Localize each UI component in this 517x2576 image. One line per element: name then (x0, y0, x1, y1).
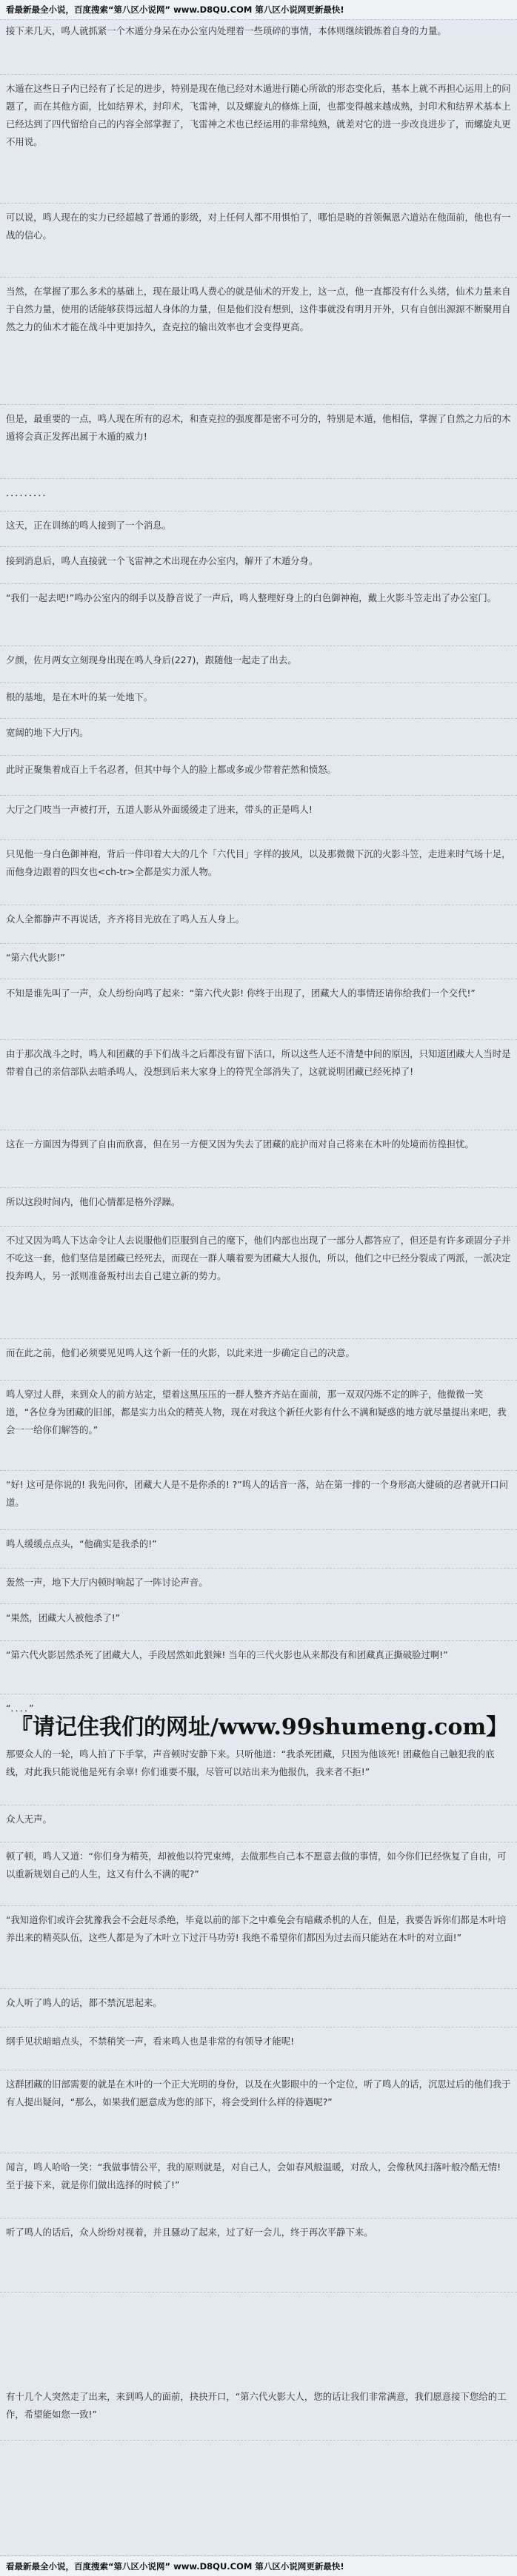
top-ad-banner[interactable]: 看最新最全小说，百度搜索“第八区小说网” www.D8QU.COM 第八区小说网更新最快! (0, 0, 517, 19)
paragraph: “我们一起去吧!”鸣办公室内的纲手以及静音说了一声后，鸣人整理好身上的白色御神袍，戴上火影斗笠走出了办公室门。 (6, 592, 497, 603)
divider (0, 1470, 517, 1471)
divider (0, 1338, 517, 1339)
paragraph: 此时正聚集着成百上千名忍者，但其中每个人的脸上都或多或少带着茫然和愤怒。 (6, 764, 337, 775)
divider (0, 1905, 517, 1906)
paragraph: 轰然一声，地下大厅内顿时响起了一阵讨论声音。 (6, 1577, 208, 1588)
paragraph: “果然，团藏大人被他杀了!” (6, 1612, 121, 1623)
bottom-ad-banner[interactable]: 看最新最全小说，百度搜索“第八区小说网” www.D8QU.COM 第八区小说网更新最快! (0, 2557, 517, 2576)
paragraph: 众人全都静声不再说话，齐齐将目光放在了鸣人五人身上。 (6, 913, 245, 925)
paragraph: 有十几个人突然走了出来，来到鸣人的面前，抉抉开口，“第六代火影大人，您的话让我们非常满意，我们愿意接下您给的工作，希望能如您一致!” (6, 2391, 507, 2420)
paragraph: 这天，正在训练的鸣人接到了一个消息。 (6, 520, 172, 531)
paragraph: 只见他一身白色御神袍，背后一件印着大大的几个「六代目」字样的披风，以及那微微下沉的火影斗笠，走进来时气场十足，而他身边跟着的四女也<ch-tr>全都是实力派人物。 (6, 848, 511, 877)
divider (0, 1529, 517, 1530)
divider (0, 1380, 517, 1381)
paragraph: 这群团藏的旧部需要的就是在木叶的一个正大光明的身份，以及在火影眼中的一个定位，听了鸣人的话，沉思过后的他们我于有人提出疑问，“那么，如果我们愿意成为您的部下，将会受到什么样的待遇呢?” (6, 2079, 511, 2107)
divider (0, 546, 517, 547)
divider (0, 1988, 517, 1989)
divider (0, 1226, 517, 1227)
divider (0, 718, 517, 719)
paragraph: 鸣人穿过人群，来到众人的前方站定，望着这黑压压的一群人整齐齐站在面前，那一双双闪烁不定的眸子，他微微一笑道，“各位身为团藏的旧部，都是实力出众的精英人物，现在对我这个新任火影有什么不满和疑惑的地方就尽量提出来吧，我会一一给你们解答的。” (6, 1389, 507, 1435)
paragraph: “我知道你们或许会犹豫我会不会赶尽杀绝，毕竟以前的部下之中难免会有暗藏杀机的人在，但是，我要告诉你们都是木叶培养出来的精英队伍，这些人都是为了木叶立下过汗马功劳! 我绝不希望你们都因为过去而只能站在木叶的对立面!” (6, 1914, 507, 1943)
paragraph: 接到消息后，鸣人直接就一个飞雷神之术出现在办公室内，解开了木遁分身。 (6, 555, 318, 566)
divider (0, 404, 517, 405)
divider (0, 74, 517, 75)
divider (0, 839, 517, 840)
paragraph: 闻言，鸣人哈哈一笑：“我做事情公平，我的原则就是，对自己人，会如春风般温暖，对敌人，会像秋风扫落叶般冷酷无情! 至于接下来，就是你们做出选择的时候了!” (6, 2161, 501, 2190)
paragraph: 不过又因为鸣人下达命令让人去说服他们臣服到自己的麾下，他们内部也出现了一部分人都答应了，但还是有许多顽固分子并不吃这一套，他们坚信是团藏已经死去，而现在一群人嚷着要为团藏大人报仇，所以，他们之中已经分裂成了两派，一派决定投奔鸣人，另一派则准备叛村出去自己建立新的势力。 (6, 1235, 511, 1281)
paragraph: “好! 这可是你说的! 我先问你，团藏大人是不是你杀的! ?”鸣人的话音一落，站在第一排的一个身形高大健硕的忍者就开口问道。 (6, 1479, 509, 1508)
chapter-content (0, 19, 517, 2557)
paragraph: 由于那次战斗之时，鸣人和团藏的手下们战斗之后都没有留下活口，所以这些人还不清楚中间的原因，只知道团藏大人当时是带着自己的亲信部队去暗杀鸣人，没想到后来大家身上的符咒全部消失了，这就说明团藏已经死掉了! (6, 1048, 511, 1077)
paragraph: 夕颜，佐月两女立刻现身出现在鸣人身后(227)，跟随他一起走了出去。 (6, 654, 297, 665)
paragraph: 而在此之前，他们必须要见见鸣人这个新一任的火影，以此来进一步确定自己的决意。 (6, 1347, 355, 1358)
divider (0, 2440, 517, 2441)
paragraph: 听了鸣人的话后，众人纷纷对视着，并且骚动了起来，过了好一会儿，终于再次平静下来。 (6, 2227, 373, 2238)
paragraph: 众人无声。 (6, 1814, 52, 1825)
paragraph: 根的基地，是在木叶的某一处地下。 (6, 691, 153, 702)
paragraph: 那要众人的一轮，鸣人拍了下手掌，声音顿时安静下来。只听他道：“我杀死团藏，只因为他该死! 团藏他自己触犯我的底线，对此我只能说他是死有余辜! 你们谁要不服，尽管可以站出来为他报仇，我来者不拒!” (6, 1748, 495, 1777)
divider (0, 1603, 517, 1604)
paragraph: “第六代火影居然杀死了团藏大人，手段居然如此狠辣! 当年的三代火影也从来都没有和团藏真正撕破脸过啊!” (6, 1649, 448, 1660)
paragraph: 大厅之门吱当一声被打开，五道人影从外面缓缓走了进来，带头的正是鸣人! (6, 804, 313, 815)
divider (0, 1039, 517, 1040)
paragraph: ．．．．．．．．． (6, 487, 52, 498)
paragraph: 所以这段时间内，他们心情都是格外浮躁。 (6, 1196, 181, 1207)
divider (0, 203, 517, 204)
divider (0, 943, 517, 944)
paragraph: 众人听了鸣人的话，都不禁沉思起来。 (6, 1997, 162, 2008)
paragraph: 顿了顿，鸣人又道：“你们身为精英，却被他以符咒束缚，去做那些自己本不愿意去做的事情，如今你们已经恢复了自由，可以重新规划自己的人生，这又有什么不满的呢?” (6, 1851, 507, 1879)
divider (0, 277, 517, 278)
paragraph: 纲手见状暗暗点头，不禁稍笑一声，看来鸣人也是非常的有领导才能呢! (6, 2036, 295, 2047)
divider (0, 682, 517, 683)
divider (0, 478, 517, 479)
paragraph: 这在一方面因为得到了自由而欣喜，但在另一方便又因为失去了团藏的庇护而对自己将来在木叶的处境而彷徨担忧。 (6, 1138, 474, 1150)
divider (0, 1640, 517, 1641)
divider (0, 583, 517, 584)
paragraph: 木遁在这些日子内已经有了长足的进步，特别是现在他已经对木遁进行随心所欲的形态变化后，基本上就不再担心运用上的问题了，而在其他方面，比如结界术，封印术，飞雷神，以及螺旋丸的修炼上面，也都变得越来越成熟，封印术和结界术基本上已经达到了四代留给自己的内容全部掌握了，飞雷神之术也已经运用的非常纯熟，就差对它的进一步改良进步了，而螺旋丸更不用说。 (6, 83, 511, 147)
divider (0, 755, 517, 756)
paragraph: 接下来几天，鸣人就抓紧一个木遁分身呆在办公室内处理着一些琐碎的事情，本体则继续锻炼着自身的力量。 (6, 25, 447, 36)
divider (0, 2555, 517, 2556)
paragraph: 宽阔的地下大厅内。 (6, 727, 89, 738)
paragraph: 当然，在掌握了那么多术的基础上，现在最让鸣人费心的就是仙术的开发上，这一点，他一直都没有什么头绪，仙术力量来自于自然力量，使用的话能够获得远超人身体的力量，但是他们没有想到，这件事就没有明月开外，只有自创出源源不断聚用自然之力的仙术才能在战斗中更加持久，查克拉的输出效率也才会变得更高。 (6, 286, 511, 332)
site-watermark: 『请记住我们的网址/www.99shumeng.com】 (10, 1714, 509, 1740)
divider (0, 1568, 517, 1569)
divider (0, 795, 517, 796)
paragraph: 鸣人缓缓点点头，“他确实是我杀的!” (6, 1538, 157, 1549)
divider (0, 645, 517, 646)
divider (0, 1187, 517, 1188)
paragraph: “．．．．” (6, 1703, 34, 1714)
paragraph: “第六代火影!” (6, 952, 65, 963)
paragraph: 但是，最重要的一点，鸣人现在所有的忍术，和查克拉的强度都是密不可分的，特别是木遁，他相信，掌握了自然之力后的木遁将会真正发挥出属于木遁的威力! (6, 413, 511, 442)
paragraph: 可以说，鸣人现在的实力已经超越了普通的影级，对上任何人都不用惧怕了，哪怕是晓的首领佩恩六道站在他面前，他也有一战的信心。 (6, 212, 511, 241)
paragraph: 不知是谁先叫了一声，众人纷纷向鸣了起来：“第六代火影! 你终于出现了，团藏大人的事情还请你给我们一个交代!” (6, 987, 476, 999)
